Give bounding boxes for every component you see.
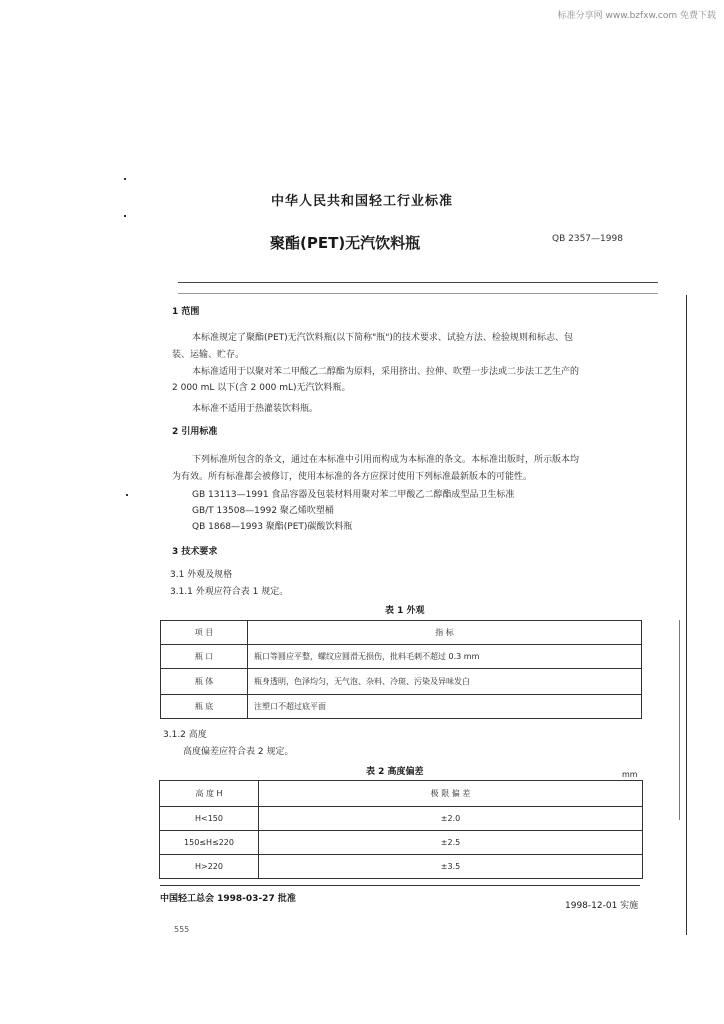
- section-1-para-1-cont: 装、运输、贮存。: [172, 350, 245, 360]
- page-edge-line: [686, 295, 687, 935]
- table-height-deviation: [159, 780, 643, 879]
- document-title: 聚酯(PET)无汽饮料瓶: [270, 234, 421, 252]
- page-edge-line: [679, 620, 680, 820]
- section-3-1-2-heading: 3.1.2 高度: [163, 730, 207, 740]
- table-header-cell: 指 标: [248, 621, 642, 645]
- section-1-para-3: 本标准不适用于热灌装饮料瓶。: [192, 404, 319, 414]
- table-row: [160, 855, 643, 879]
- reference-qb1868: QB 1868—1993 聚酯(PET)碳酸饮料瓶: [192, 522, 353, 532]
- table-cell-item: 瓶 口: [161, 645, 248, 669]
- section-1-heading: 1 范围: [172, 307, 200, 317]
- table-row: [161, 621, 642, 645]
- table-cell-item: 瓶 体: [161, 669, 248, 695]
- table-cell-spec: 注塑口不超过底平面: [248, 695, 642, 719]
- standard-code: QB 2357—1998: [552, 234, 623, 244]
- footer-rule: [160, 885, 640, 886]
- section-3-1-2-text: 高度偏差应符合表 2 规定。: [183, 747, 294, 757]
- table-cell-height: H<150: [160, 807, 259, 831]
- section-1-para-1: 本标准规定了聚酯(PET)无汽饮料瓶(以下简称"瓶")的技术要求、试验方法、检验规则和标志、包: [192, 333, 573, 343]
- scan-speck: [124, 178, 126, 180]
- table-cell-spec: 瓶身透明，色泽均匀，无气泡、杂料、冷斑、污染及异味发白: [248, 669, 642, 695]
- table-row: [160, 831, 643, 855]
- table-header-cell: 项 目: [161, 621, 248, 645]
- table-cell-deviation: ±2.0: [259, 807, 643, 831]
- scan-speck: [124, 215, 126, 217]
- table-cell-deviation: ±2.5: [259, 831, 643, 855]
- section-3-1-1-text: 3.1.1 外观应符合表 1 规定。: [170, 587, 289, 597]
- table-cell-item: 瓶 底: [161, 695, 248, 719]
- table-row: [161, 669, 642, 695]
- implementation-date: 1998-12-01 实施: [565, 901, 639, 911]
- section-3-heading: 3 技术要求: [172, 547, 218, 557]
- table-header-cell: 极 限 偏 差: [259, 781, 643, 807]
- table-cell-height: H>220: [160, 855, 259, 879]
- reference-gbt13508: GB/T 13508—1992 聚乙烯吹塑桶: [192, 506, 334, 516]
- section-2-heading: 2 引用标准: [172, 427, 218, 437]
- watermark: 标准分享网 www.bzfxw.com 免费下载: [557, 11, 716, 21]
- section-1-para-2: 本标准适用于以聚对苯二甲酸乙二醇酯为原料，采用挤出、拉伸、吹塑一步法或二步法工艺生产的: [192, 367, 580, 377]
- section-3-1-heading: 3.1 外观及规格: [170, 570, 233, 580]
- table-row: [160, 781, 643, 807]
- table-row: [161, 645, 642, 669]
- table-2-unit: mm: [622, 770, 638, 779]
- org-title: 中华人民共和国轻工行业标准: [270, 194, 453, 209]
- table-row: [161, 695, 642, 719]
- table-header-cell: 高 度 H: [160, 781, 259, 807]
- page-number: 555: [174, 925, 190, 934]
- table-1-caption: 表 1 外观: [385, 606, 425, 616]
- section-2-para-1-cont: 为有效。所有标准都会被修订，使用本标准的各方应探讨使用下列标准最新版本的可能性。: [172, 472, 533, 482]
- approval-date: 中国轻工总会 1998-03-27 批准: [160, 894, 296, 904]
- table-2-caption: 表 2 高度偏差: [366, 767, 424, 777]
- table-cell-height: 150≤H≤220: [160, 831, 259, 855]
- scan-speck: [126, 494, 128, 496]
- header-rule: [178, 282, 658, 283]
- table-appearance: [160, 620, 642, 719]
- reference-gb13113: GB 13113—1991 食品容器及包装材料用聚对苯二甲酸乙二醇酯成型品卫生标准: [192, 490, 515, 500]
- header-rule-secondary: [178, 293, 658, 294]
- table-cell-spec: 瓶口等圆应平整，螺纹应圆滑无损伤，批料毛刺不超过 0.3 mm: [248, 645, 642, 669]
- section-1-para-2-cont: 2 000 mL 以下(含 2 000 mL)无汽饮料瓶。: [172, 383, 351, 393]
- section-2-para-1: 下列标准所包含的条文，通过在本标准中引用而构成为本标准的条文。本标准出版时，所示版本均: [192, 455, 580, 465]
- table-cell-deviation: ±3.5: [259, 855, 643, 879]
- table-row: [160, 807, 643, 831]
